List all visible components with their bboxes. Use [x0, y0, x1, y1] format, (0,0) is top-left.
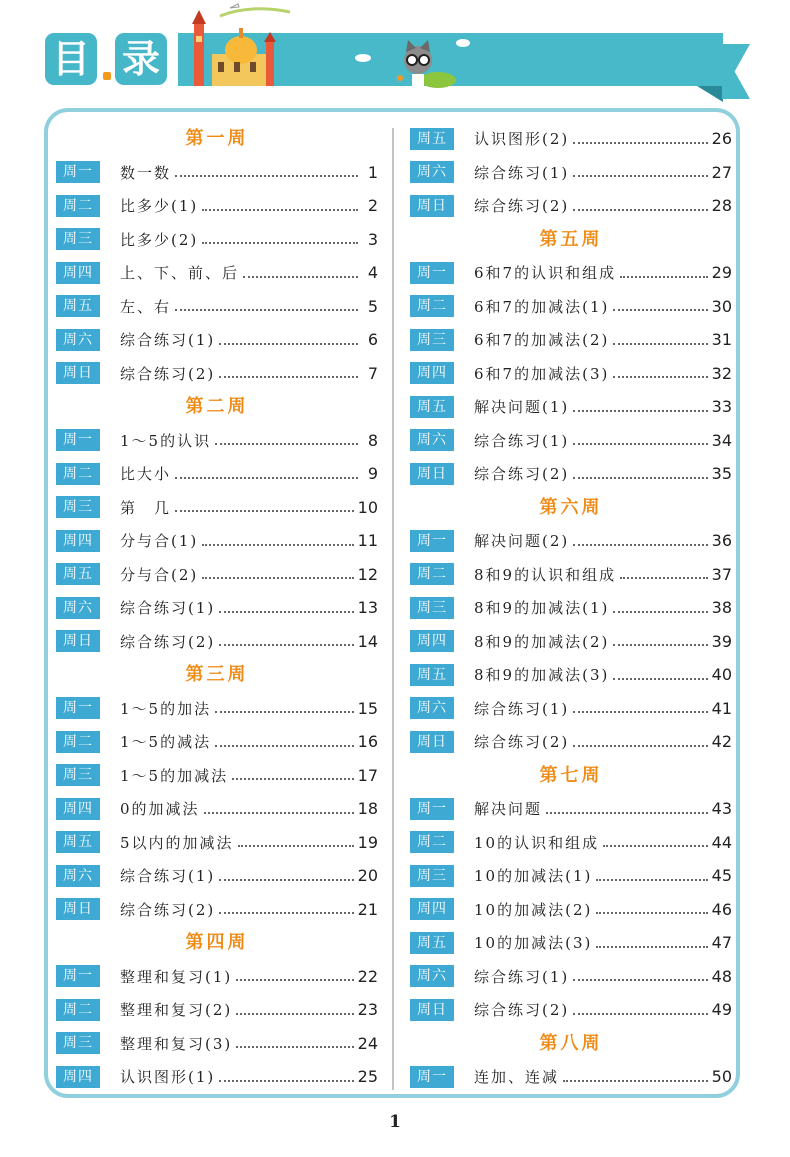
title-dot	[103, 72, 111, 80]
toc-entry[interactable]	[410, 993, 732, 1027]
entry-page: 10	[357, 497, 378, 517]
toc-entry[interactable]	[56, 692, 378, 726]
entry-title: 整理和复习(1)	[120, 967, 233, 986]
toc-entry[interactable]	[410, 290, 732, 324]
day-badge: 周三	[56, 496, 100, 518]
entry-page: 23	[357, 1000, 378, 1020]
entry-page: 12	[357, 564, 378, 584]
day-badge: 周日	[410, 195, 454, 217]
dot-leader	[573, 465, 707, 479]
entry-title: 比大小	[120, 465, 172, 484]
day-badge: 周四	[56, 798, 100, 820]
day-badge: 周二	[56, 999, 100, 1021]
day-badge: 周二	[56, 195, 100, 217]
day-badge: 周五	[56, 563, 100, 585]
toc-entry[interactable]	[56, 256, 378, 290]
entry-title: 1～5的认识	[120, 431, 212, 450]
day-badge: 周五	[410, 664, 454, 686]
day-badge: 周六	[56, 865, 100, 887]
dot-leader	[613, 297, 707, 311]
entry-page: 22	[357, 966, 378, 986]
dot-leader	[613, 599, 707, 613]
castle-illustration-icon	[190, 2, 300, 90]
entry-title: 综合练习(2)	[120, 632, 216, 651]
entry-page: 41	[711, 698, 732, 718]
day-badge: 周三	[410, 597, 454, 619]
entry-page: 2	[367, 196, 378, 216]
entry-page: 25	[357, 1067, 378, 1087]
toc-entry[interactable]	[56, 357, 378, 391]
dot-leader	[219, 900, 353, 914]
toc-entry[interactable]	[56, 759, 378, 793]
entry-title: 综合练习(1)	[120, 599, 216, 618]
dot-leader	[603, 833, 708, 847]
day-badge: 周一	[410, 262, 454, 284]
day-badge: 周日	[56, 898, 100, 920]
entry-page: 49	[711, 1000, 732, 1020]
toc-entry[interactable]	[56, 189, 378, 223]
toc-entry[interactable]	[56, 993, 378, 1027]
entry-page: 45	[711, 866, 732, 886]
entry-title: 解决问题(2)	[474, 532, 570, 551]
entry-page: 24	[357, 1033, 378, 1053]
toc-entry[interactable]	[410, 323, 732, 357]
entry-page: 46	[711, 899, 732, 919]
dot-leader	[232, 766, 354, 780]
toc-entry[interactable]	[56, 893, 378, 927]
entry-title: 比多少(2)	[120, 230, 199, 249]
day-badge: 周一	[56, 697, 100, 719]
entry-title: 6和7的认识和组成	[474, 264, 617, 283]
day-badge: 周日	[410, 463, 454, 485]
entry-page: 16	[357, 732, 378, 752]
toc-entry[interactable]	[56, 826, 378, 860]
dot-leader	[219, 632, 353, 646]
dot-leader	[175, 465, 358, 479]
entry-page: 4	[367, 263, 378, 283]
toc-entry[interactable]	[56, 424, 378, 458]
toc-entry[interactable]	[410, 692, 732, 726]
day-badge: 周六	[56, 329, 100, 351]
entry-page: 38	[711, 598, 732, 618]
toc-entry[interactable]	[410, 826, 732, 860]
toc-entry[interactable]	[410, 256, 732, 290]
day-badge: 周六	[410, 429, 454, 451]
dot-leader	[573, 733, 707, 747]
dot-leader	[546, 800, 708, 814]
toc-entry[interactable]	[56, 156, 378, 190]
entry-page: 34	[711, 430, 732, 450]
dot-leader	[215, 733, 354, 747]
toc-entry[interactable]	[56, 725, 378, 759]
day-badge: 周一	[56, 429, 100, 451]
column-divider	[392, 128, 394, 1090]
title-char-mu: 目	[45, 33, 97, 85]
day-badge: 周三	[56, 764, 100, 786]
toc-entry[interactable]	[56, 591, 378, 625]
dot-leader	[219, 599, 353, 613]
entry-title: 综合练习(2)	[474, 733, 570, 752]
day-badge: 周六	[410, 161, 454, 183]
entry-title: 6和7的加减法(2)	[474, 331, 610, 350]
toc-entry[interactable]	[410, 390, 732, 424]
entry-page: 43	[711, 799, 732, 819]
entry-title: 综合练习(1)	[120, 331, 216, 350]
day-badge: 周六	[410, 697, 454, 719]
dot-leader	[204, 800, 354, 814]
entry-title: 综合练习(2)	[474, 465, 570, 484]
entry-title: 综合练习(2)	[474, 197, 570, 216]
day-badge: 周日	[56, 630, 100, 652]
entry-title: 10的加减法(1)	[474, 867, 593, 886]
entry-page: 15	[357, 698, 378, 718]
toc-entry[interactable]	[56, 558, 378, 592]
week-title: 第一周	[185, 128, 249, 149]
entry-page: 3	[367, 229, 378, 249]
day-badge: 周二	[56, 731, 100, 753]
day-badge: 周三	[56, 1032, 100, 1054]
entry-page: 7	[367, 363, 378, 383]
dot-leader	[563, 1068, 708, 1082]
dot-leader	[175, 297, 358, 311]
entry-title: 比多少(1)	[120, 197, 199, 216]
day-badge: 周二	[410, 831, 454, 853]
dot-leader	[219, 1068, 353, 1082]
entry-title: 连加、连减	[474, 1068, 560, 1087]
dot-leader	[175, 163, 358, 177]
toc-entry[interactable]	[410, 357, 732, 391]
day-badge: 周五	[410, 396, 454, 418]
entry-page: 36	[711, 531, 732, 551]
toc-entry[interactable]	[410, 625, 732, 659]
toc-entry[interactable]	[410, 156, 732, 190]
entry-title: 分与合(1)	[120, 532, 199, 551]
entry-page: 44	[711, 832, 732, 852]
entry-title: 上、下、前、后	[120, 264, 240, 283]
dot-leader	[573, 130, 707, 144]
dot-leader	[613, 632, 707, 646]
entry-page: 14	[357, 631, 378, 651]
day-badge: 周四	[56, 530, 100, 552]
cloud-icon	[355, 52, 371, 62]
entry-page: 40	[711, 665, 732, 685]
entry-page: 30	[711, 296, 732, 316]
entry-title: 综合练习(2)	[120, 364, 216, 383]
day-badge: 周一	[56, 965, 100, 987]
toc-entry[interactable]	[410, 859, 732, 893]
week-title: 第七周	[539, 764, 603, 786]
dot-leader	[596, 900, 707, 914]
entry-title: 综合练习(1)	[474, 967, 570, 986]
day-badge: 周四	[410, 362, 454, 384]
dot-leader	[236, 1001, 353, 1015]
dot-leader	[219, 364, 358, 378]
entry-title: 1～5的加减法	[120, 766, 229, 785]
toc-entry[interactable]	[56, 491, 378, 525]
dot-leader	[613, 331, 707, 345]
ribbon-end	[722, 44, 750, 99]
toc-entry[interactable]	[56, 960, 378, 994]
dot-leader	[219, 331, 358, 345]
toc-entry[interactable]	[56, 1060, 378, 1094]
day-badge: 周一	[410, 798, 454, 820]
dot-leader	[215, 431, 358, 445]
week-title: 第二周	[185, 396, 249, 417]
dot-leader	[202, 532, 353, 546]
day-badge: 周二	[56, 463, 100, 485]
entry-title: 第 几	[120, 498, 172, 517]
entry-page: 33	[711, 397, 732, 417]
entry-page: 21	[357, 899, 378, 919]
entry-page: 35	[711, 464, 732, 484]
toc-entry[interactable]	[410, 893, 732, 927]
day-badge: 周一	[410, 1066, 454, 1088]
entry-title: 8和9的加减法(3)	[474, 666, 610, 685]
day-badge: 周五	[56, 831, 100, 853]
toc-entry[interactable]	[56, 290, 378, 324]
entry-page: 5	[367, 296, 378, 316]
day-badge: 周三	[410, 865, 454, 887]
toc-entry[interactable]	[410, 1060, 732, 1094]
entry-page: 37	[711, 564, 732, 584]
entry-page: 13	[357, 598, 378, 618]
toc-entry[interactable]	[56, 1027, 378, 1061]
dot-leader	[219, 867, 353, 881]
dot-leader	[573, 532, 707, 546]
week-title: 第三周	[185, 664, 249, 685]
entry-title: 6和7的加减法(3)	[474, 364, 610, 383]
entry-title: 认识图形(2)	[474, 130, 570, 149]
entry-title: 10的认识和组成	[474, 833, 600, 852]
entry-title: 综合练习(1)	[474, 163, 570, 182]
day-badge: 周四	[56, 262, 100, 284]
day-badge: 周三	[56, 228, 100, 250]
entry-page: 48	[711, 966, 732, 986]
entry-title: 综合练习(2)	[120, 900, 216, 919]
entry-page: 6	[367, 330, 378, 350]
dot-leader	[202, 230, 358, 244]
entry-page: 18	[357, 799, 378, 819]
dot-leader	[573, 967, 707, 981]
day-badge: 周日	[410, 999, 454, 1021]
raccoon-mascot-icon	[388, 38, 458, 88]
entry-title: 1～5的减法	[120, 733, 212, 752]
entry-page: 42	[711, 732, 732, 752]
toc-entry[interactable]	[410, 424, 732, 458]
dot-leader	[215, 699, 354, 713]
entry-page: 31	[711, 330, 732, 350]
header	[0, 0, 790, 105]
day-badge: 周四	[56, 1066, 100, 1088]
toc-entry[interactable]	[410, 926, 732, 960]
day-badge: 周六	[410, 965, 454, 987]
dot-leader	[573, 431, 707, 445]
toc-entry[interactable]	[410, 960, 732, 994]
week-title: 第六周	[539, 496, 603, 518]
day-badge: 周二	[410, 295, 454, 317]
toc-entry[interactable]	[410, 558, 732, 592]
dot-leader	[596, 867, 707, 881]
entry-title: 综合练习(2)	[474, 1001, 570, 1020]
dot-leader	[596, 934, 707, 948]
day-badge: 周日	[410, 731, 454, 753]
dot-leader	[175, 498, 354, 512]
toc-entry[interactable]	[56, 457, 378, 491]
dot-leader	[236, 967, 353, 981]
entry-page: 32	[711, 363, 732, 383]
day-badge: 周一	[410, 530, 454, 552]
dot-leader	[613, 666, 707, 680]
toc-column-right	[410, 122, 732, 1094]
day-badge: 周五	[410, 932, 454, 954]
toc-entry[interactable]	[56, 859, 378, 893]
day-badge: 周六	[56, 597, 100, 619]
entry-page: 19	[357, 832, 378, 852]
toc-entry[interactable]	[56, 524, 378, 558]
entry-title: 左、右	[120, 297, 172, 316]
entry-page: 20	[357, 866, 378, 886]
entry-title: 10的加减法(2)	[474, 900, 593, 919]
toc-entry[interactable]	[56, 792, 378, 826]
toc-entry[interactable]	[56, 625, 378, 659]
entry-title: 10的加减法(3)	[474, 934, 593, 953]
entry-title: 综合练习(1)	[120, 867, 216, 886]
day-badge: 周三	[410, 329, 454, 351]
entry-title: 0的加减法	[120, 800, 200, 819]
entry-title: 整理和复习(3)	[120, 1034, 233, 1053]
toc-entry[interactable]	[410, 591, 732, 625]
dot-leader	[573, 1001, 707, 1015]
entry-page: 27	[711, 162, 732, 182]
entry-title: 整理和复习(2)	[120, 1001, 233, 1020]
entry-page: 29	[711, 263, 732, 283]
dot-leader	[613, 364, 707, 378]
entry-title: 认识图形(1)	[120, 1068, 216, 1087]
entry-page: 47	[711, 933, 732, 953]
ribbon-fold	[697, 86, 723, 102]
dot-leader	[236, 1034, 353, 1048]
entry-page: 26	[711, 129, 732, 149]
entry-title: 解决问题(1)	[474, 398, 570, 417]
week-title: 第四周	[185, 932, 249, 953]
entry-title: 分与合(2)	[120, 565, 199, 584]
toc-entry[interactable]	[410, 792, 732, 826]
toc-entry[interactable]	[410, 189, 732, 223]
entry-page: 39	[711, 631, 732, 651]
entry-title: 8和9的认识和组成	[474, 565, 617, 584]
entry-page: 11	[357, 531, 378, 551]
entry-page: 50	[711, 1067, 732, 1087]
dot-leader	[238, 833, 354, 847]
entry-title: 综合练习(1)	[474, 431, 570, 450]
day-badge: 周五	[410, 128, 454, 150]
dot-leader	[573, 398, 707, 412]
entry-title: 解决问题	[474, 800, 543, 819]
toc-entry[interactable]	[56, 323, 378, 357]
entry-page: 1	[367, 162, 378, 182]
day-badge: 周一	[56, 161, 100, 183]
entry-page: 8	[367, 430, 378, 450]
day-badge: 周二	[410, 563, 454, 585]
title-char-lu: 录	[115, 33, 167, 85]
entry-page: 9	[367, 464, 378, 484]
toc-entry[interactable]	[410, 725, 732, 759]
week-title: 第八周	[539, 1032, 603, 1054]
dot-leader	[573, 163, 707, 177]
entry-title: 综合练习(1)	[474, 699, 570, 718]
dot-leader	[620, 264, 708, 278]
entry-title: 1～5的加法	[120, 699, 212, 718]
day-badge: 周五	[56, 295, 100, 317]
page-number: 1	[389, 1112, 401, 1132]
day-badge: 周四	[410, 630, 454, 652]
cloud-icon	[456, 38, 470, 48]
entry-title: 8和9的加减法(2)	[474, 632, 610, 651]
dot-leader	[243, 264, 358, 278]
entry-title: 8和9的加减法(1)	[474, 599, 610, 618]
entry-title: 数一数	[120, 163, 172, 182]
entry-page: 28	[711, 196, 732, 216]
dot-leader	[573, 197, 707, 211]
week-title: 第五周	[539, 228, 603, 250]
entry-page: 17	[357, 765, 378, 785]
toc-entry[interactable]	[56, 223, 378, 257]
day-badge: 周日	[56, 362, 100, 384]
toc-entry[interactable]	[410, 658, 732, 692]
day-badge: 周四	[410, 898, 454, 920]
toc-entry[interactable]	[410, 457, 732, 491]
dot-leader	[202, 197, 358, 211]
toc-entry[interactable]	[410, 122, 732, 156]
entry-title: 5以内的加减法	[120, 833, 234, 852]
dot-leader	[573, 699, 707, 713]
dot-leader	[620, 565, 708, 579]
entry-title: 6和7的加减法(1)	[474, 297, 610, 316]
dot-leader	[202, 565, 353, 579]
toc-column-left	[56, 122, 378, 1094]
toc-entry[interactable]	[410, 524, 732, 558]
